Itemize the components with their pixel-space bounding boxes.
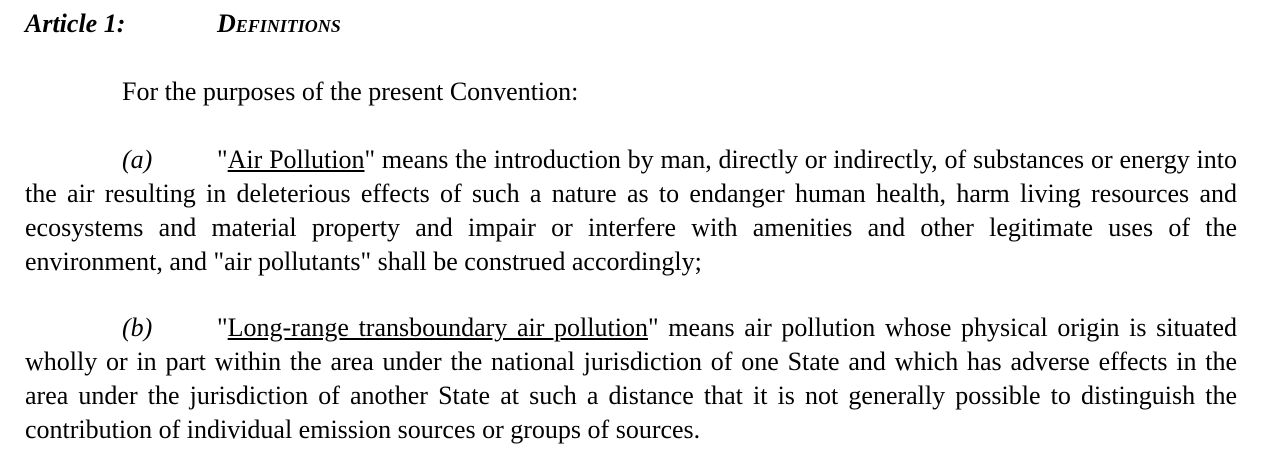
- article-number: Article 1:: [25, 9, 126, 38]
- article-title: Definitions: [217, 9, 341, 38]
- definition-marker: (a): [122, 145, 153, 174]
- definition-b: [25, 311, 1237, 447]
- defined-term: Long-range transboundary air pollution: [227, 313, 648, 342]
- article-heading: [25, 9, 341, 39]
- defined-term: Air Pollution: [227, 145, 365, 174]
- definition-a: [25, 143, 1237, 279]
- definition-text: " means air pollution whose physical origin is situated wholly or in part within the area under the national jurisdiction of one State and which has adverse effects in the area under the jurisdiction of another State at such a distance that it is not generally possible to distinguish the contribution of individual emission sources or groups of sources.: [25, 313, 1237, 444]
- open-quote: ": [217, 313, 228, 342]
- open-quote: ": [217, 145, 228, 174]
- intro-paragraph: For the purposes of the present Convention:: [122, 77, 579, 106]
- definition-text: " means the introduction by man, directly or indirectly, of substances or energy into the air resulting in deleterious effects of such a nature as to endanger human health, harm living resources and ecosystems and material property and impair or interfere with amenities and other legitimate uses of the environment, and "air pollutants" shall be construed accordingly;: [25, 145, 1238, 276]
- definition-marker: (b): [122, 313, 153, 342]
